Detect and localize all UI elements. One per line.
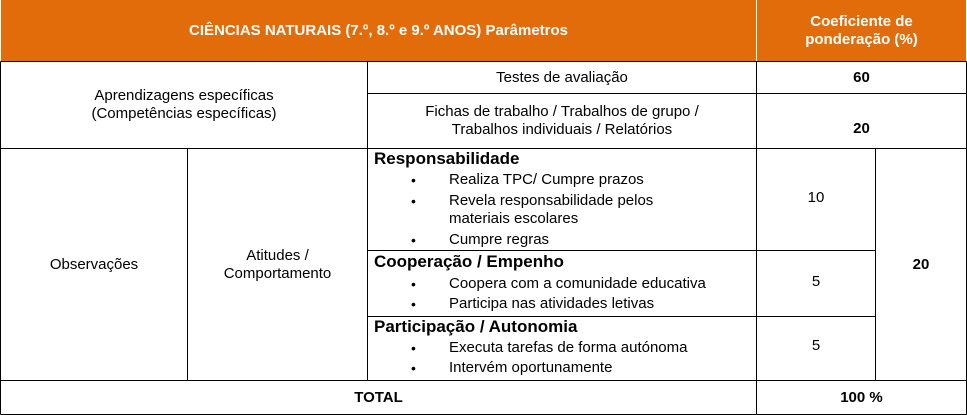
group-participacao-title: Participação / Autonomia (374, 317, 578, 336)
group-participacao-list (374, 339, 754, 377)
value-participacao (757, 336, 875, 356)
observacoes-label-text: Observações (49, 255, 139, 273)
value-cooperacao (757, 272, 875, 292)
value-fichas-text: 20 (853, 120, 870, 137)
group-responsabilidade-title: Responsabilidade (374, 149, 520, 168)
aprendizagens-label-line1: Aprendizagens específicas (94, 87, 274, 104)
group-cooperacao-list (374, 275, 754, 313)
header-title (1, 0, 756, 61)
observacoes-total (876, 149, 966, 380)
value-cooperacao-text: 5 (811, 273, 821, 290)
value-testes (757, 62, 966, 93)
atitudes-label-line2: Comportamento (223, 264, 332, 282)
observacoes-total-text: 20 (912, 255, 930, 273)
value-fichas (757, 118, 966, 140)
param-fichas-line2: Trabalhos individuais / Relatórios (451, 121, 673, 138)
observacoes-label (1, 149, 187, 380)
group-participacao (374, 317, 754, 377)
header-title-text: CIÊNCIAS NATURAIS (7.º, 8.º e 9.º ANOS) Parâmetros (188, 21, 569, 39)
header-coef-line1: Coeficiente de (810, 12, 913, 30)
list-item: • Participa nas atividades letivas (374, 295, 754, 313)
list-item: • Cumpre regras (374, 231, 754, 249)
list-item: • Realiza TPC/ Cumpre prazos (374, 171, 754, 189)
value-responsabilidade-text: 10 (807, 189, 825, 206)
list-item: • Coopera com a comunidade educativa (374, 275, 754, 293)
group-responsabilidade-list (374, 171, 754, 249)
param-testes (368, 62, 756, 93)
list-item-continuation: materiais escolares (449, 210, 579, 227)
header-coefficient (757, 0, 966, 61)
list-item: • Intervém oportunamente (374, 359, 754, 377)
total-value-text: 100 % (840, 388, 883, 406)
total-label-text: TOTAL (354, 388, 403, 406)
value-testes-text: 60 (853, 68, 870, 86)
list-item: • Revela responsabilidade pelos (374, 192, 754, 210)
atitudes-label (188, 149, 367, 380)
param-fichas-line1: Fichas de trabalho / Trabalhos de grupo / (425, 103, 699, 120)
value-responsabilidade (757, 188, 875, 208)
list-item: • Executa tarefas de forma autónoma (374, 339, 754, 357)
group-cooperacao-title: Cooperação / Empenho (374, 252, 564, 271)
total-label (1, 381, 756, 414)
aprendizagens-label-line2: (Competências específicas) (91, 105, 277, 122)
atitudes-label-line1: Atitudes / (246, 246, 309, 264)
aprendizagens-label (1, 62, 367, 148)
header-coef-line2: ponderação (%) (805, 30, 918, 48)
group-responsabilidade (374, 149, 754, 249)
group-cooperacao (374, 252, 754, 313)
param-fichas (368, 94, 756, 148)
param-testes-text: Testes de avaliação (496, 68, 628, 86)
total-value (757, 381, 966, 414)
value-participacao-text: 5 (811, 337, 821, 354)
